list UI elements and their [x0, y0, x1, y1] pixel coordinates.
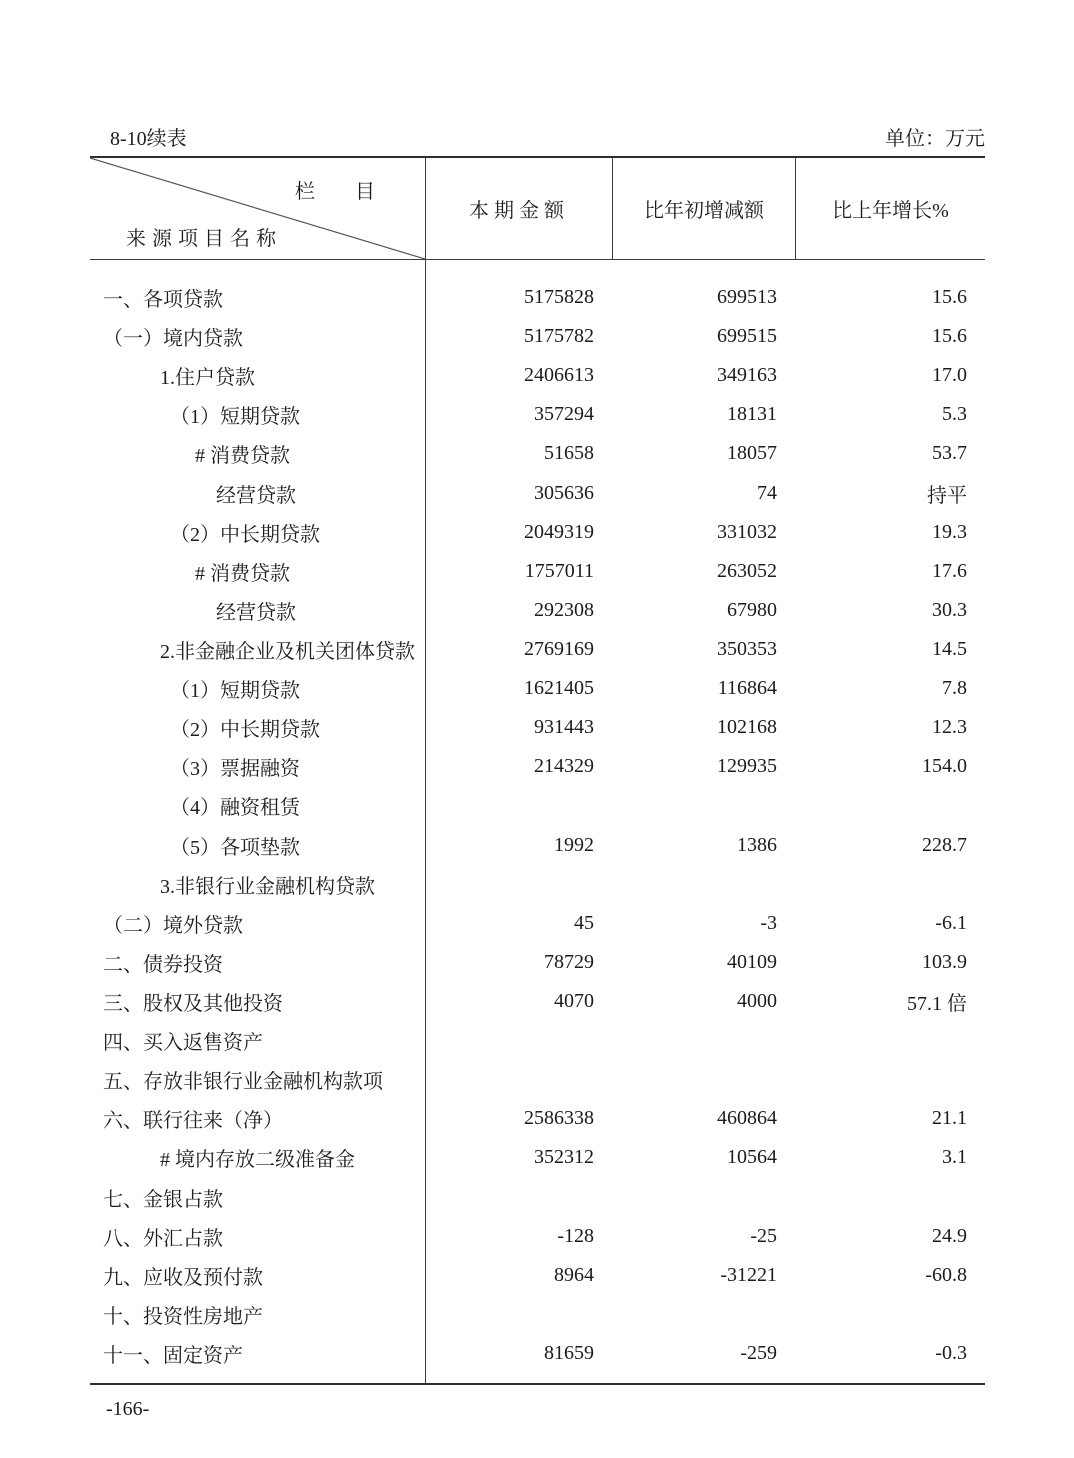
table-row [90, 865, 985, 904]
change-amount-cell: -31221 [720, 1263, 777, 1286]
current-amount-cell: 8964 [554, 1263, 594, 1286]
change-amount-cell: 331032 [717, 520, 777, 543]
row-label: 四、买入返售资产 [103, 1032, 263, 1055]
table-rows-container [90, 260, 985, 1383]
row-label: 十一、固定资产 [103, 1345, 243, 1367]
current-amount-cell: 78729 [544, 950, 594, 973]
change-amount-cell: -259 [740, 1342, 777, 1364]
current-amount-cell: 357294 [534, 403, 594, 426]
change-amount-cell: 1386 [737, 833, 777, 856]
change-amount-cell: -25 [750, 1224, 777, 1247]
change-amount-cell: 10564 [727, 1146, 777, 1169]
row-label: 经营贷款 [216, 484, 296, 507]
diagonal-header-cell [90, 158, 425, 259]
row-label: （一）境内贷款 [103, 328, 243, 351]
row-label: 3.非银行业金融机构贷款 [160, 875, 375, 898]
change-amount-cell: 460864 [717, 1107, 777, 1130]
table-row [90, 1295, 985, 1334]
row-label: （4）融资租赁 [170, 797, 300, 820]
current-amount-cell: 214329 [534, 755, 594, 778]
table-row [90, 1060, 985, 1099]
statistics-table [90, 156, 985, 1385]
table-row [90, 1178, 985, 1217]
current-amount-cell: 1757011 [524, 559, 594, 582]
table-row [90, 317, 985, 356]
row-label: （2）中长期贷款 [170, 523, 320, 546]
table-row [90, 1217, 985, 1256]
row-label: 三、股权及其他投资 [103, 993, 283, 1016]
table-row [90, 630, 985, 669]
current-amount-cell: -128 [557, 1224, 594, 1247]
current-amount-cell: 51658 [544, 442, 594, 465]
change-amount-cell: -3 [760, 911, 777, 934]
change-amount-cell: 116864 [717, 677, 777, 700]
table-row [90, 747, 985, 786]
growth-cell: 19.3 [932, 520, 967, 543]
growth-cell: 103.9 [922, 950, 967, 973]
current-amount-cell: 292308 [534, 598, 594, 621]
row-label: （5）各项垫款 [170, 836, 300, 859]
table-row [90, 513, 985, 552]
table-row [90, 708, 985, 747]
row-label: 经营贷款 [216, 601, 296, 624]
change-amount-cell: 102168 [717, 716, 777, 739]
table-row [90, 278, 985, 317]
row-label: 2.非金融企业及机关团体贷款 [160, 641, 415, 664]
corner-label-columns: 栏 目 [295, 181, 375, 203]
table-row [90, 552, 985, 591]
table-row [90, 434, 985, 473]
table-row [90, 904, 985, 943]
growth-cell: 228.7 [922, 833, 967, 856]
table-row [90, 395, 985, 434]
growth-cell: -6.1 [935, 911, 967, 934]
current-amount-cell: 305636 [534, 481, 594, 504]
current-amount-cell: 1992 [554, 833, 594, 856]
row-label: 1.住户贷款 [160, 367, 255, 390]
row-label: 九、应收及预付款 [103, 1266, 263, 1289]
row-label: 七、金银占款 [103, 1188, 223, 1211]
growth-cell: -60.8 [925, 1263, 967, 1286]
row-label: 一、各项贷款 [103, 289, 223, 312]
table-row [90, 669, 985, 708]
growth-cell: 15.6 [932, 325, 967, 348]
change-amount-cell: 18131 [727, 403, 777, 426]
change-amount-cell: 129935 [717, 755, 777, 778]
current-amount-cell: 2406613 [524, 364, 594, 387]
change-amount-cell: 699513 [717, 286, 777, 309]
change-amount-cell: 350353 [717, 638, 777, 661]
row-label: # 消费贷款 [195, 445, 290, 468]
change-amount-cell: 349163 [717, 364, 777, 387]
growth-cell: 53.7 [932, 442, 967, 465]
page-number: -166- [106, 1398, 150, 1420]
column-header-change-since-year-start: 比年初增减额 [612, 158, 795, 259]
growth-cell: 7.8 [942, 677, 967, 700]
growth-cell: 持平 [927, 484, 967, 507]
corner-label-source-items: 来源项目名称 [126, 228, 282, 250]
row-label: （1）短期贷款 [170, 406, 300, 429]
current-amount-cell: 931443 [534, 716, 594, 739]
table-row [90, 1334, 985, 1373]
current-amount-cell: 81659 [544, 1342, 594, 1364]
growth-cell: 17.6 [932, 559, 967, 582]
table-row [90, 826, 985, 865]
row-label: # 境内存放二级准备金 [160, 1149, 355, 1172]
current-amount-cell: 4070 [554, 990, 594, 1013]
table-row [90, 1256, 985, 1295]
table-body [90, 260, 985, 1383]
change-amount-cell: 67980 [727, 598, 777, 621]
row-label: 五、存放非银行业金融机构款项 [103, 1071, 383, 1094]
growth-cell: 3.1 [942, 1146, 967, 1169]
change-amount-cell: 4000 [737, 990, 777, 1013]
growth-cell: 57.1 倍 [907, 993, 967, 1016]
row-label: （2）中长期贷款 [170, 719, 320, 742]
table-row [90, 786, 985, 825]
growth-cell: 24.9 [932, 1224, 967, 1247]
table-row [90, 1021, 985, 1060]
row-label: 十、投资性房地产 [103, 1305, 263, 1328]
table-row [90, 356, 985, 395]
growth-cell: 30.3 [932, 598, 967, 621]
row-label: 六、联行往来（净） [103, 1110, 283, 1133]
row-label: # 消费贷款 [195, 562, 290, 585]
table-row [90, 474, 985, 513]
row-label: （1）短期贷款 [170, 680, 300, 703]
current-amount-cell: 5175782 [524, 325, 594, 348]
growth-cell: 154.0 [922, 755, 967, 778]
growth-cell: 12.3 [932, 716, 967, 739]
table-row [90, 982, 985, 1021]
table-header [90, 158, 985, 260]
table-row [90, 1138, 985, 1177]
current-amount-cell: 2586338 [524, 1107, 594, 1130]
table-row [90, 1099, 985, 1138]
change-amount-cell: 18057 [727, 442, 777, 465]
row-label: 二、债券投资 [103, 953, 223, 976]
current-amount-cell: 2769169 [524, 638, 594, 661]
column-header-current-amount: 本期金额 [425, 158, 612, 259]
change-amount-cell: 263052 [717, 559, 777, 582]
current-amount-cell: 1621405 [524, 677, 594, 700]
growth-cell: 21.1 [932, 1107, 967, 1130]
current-amount-cell: 5175828 [524, 286, 594, 309]
current-amount-cell: 2049319 [524, 520, 594, 543]
row-label: 八、外汇占款 [103, 1227, 223, 1250]
change-amount-cell: 74 [757, 481, 777, 504]
table-caption-row [90, 122, 985, 151]
table-row [90, 591, 985, 630]
row-label: （3）票据融资 [170, 758, 300, 781]
column-header-growth-vs-last-year: 比上年增长% [795, 158, 985, 259]
growth-cell: 15.6 [932, 286, 967, 309]
table-row [90, 943, 985, 982]
growth-cell: 5.3 [942, 403, 967, 426]
unit-label: 单位：万元 [885, 128, 985, 150]
current-amount-cell: 45 [574, 911, 594, 934]
change-amount-cell: 699515 [717, 325, 777, 348]
page-footer [106, 1398, 149, 1421]
growth-cell: 14.5 [932, 638, 967, 661]
current-amount-cell: 352312 [534, 1146, 594, 1169]
table-continuation-title: 8-10续表 [110, 128, 187, 150]
change-amount-cell: 40109 [727, 950, 777, 973]
row-label: （二）境外贷款 [103, 914, 243, 937]
growth-cell: -0.3 [935, 1342, 967, 1364]
growth-cell: 17.0 [932, 364, 967, 387]
